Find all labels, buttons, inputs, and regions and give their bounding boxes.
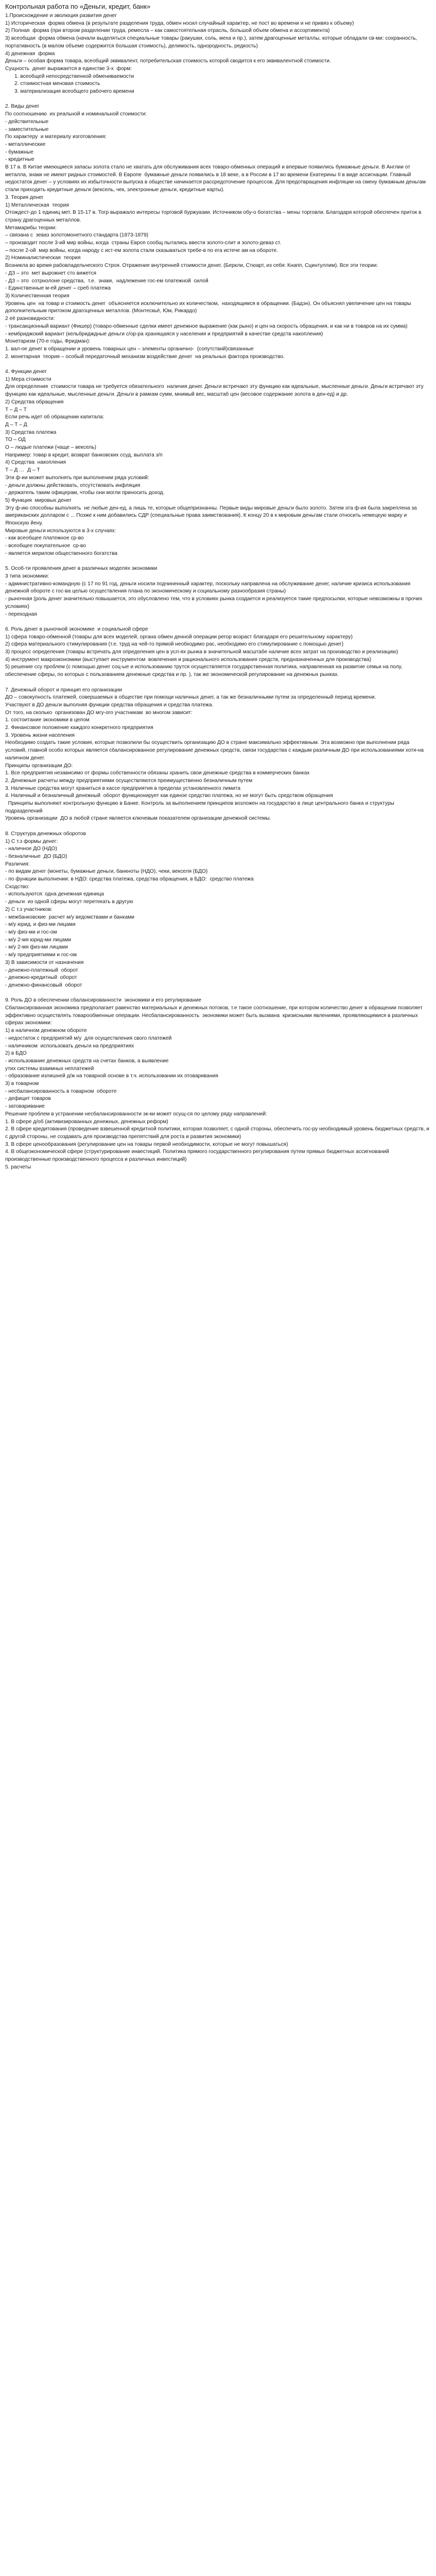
text-line: - недостаток с предприятий м/у для осуществления свого платежей [5,1035,172,1041]
text-line: 7. Денежный оборот и принцип его организации [5,687,123,693]
text-line: 1) Историческая форма обмена (в результате разделения труда, обмен носил случайный характер, не пост во времени и не привяз к объему) [5,20,354,26]
text-line: - денежно-платежный оборот [5,967,78,973]
blank-line [5,558,431,566]
text-line: По соотношению их реальной и номинальной стоимости: [5,111,147,117]
text-line: - деньги из одной сферы могут перетекать в другую [5,899,133,905]
text-line: - переходная [5,611,37,617]
text-line: Монетаризм (70-е годы, Фридман): [5,338,91,345]
text-line: 2 её разновидности: [5,316,55,322]
text-line: Метамарибы теории: [5,225,57,231]
text-line: 1.Происхождение и эволюция развития денег [5,13,117,19]
text-line: 1) сфера товаро-обменной (товары для всех моделей, органа обмен денной операции регор возраст благадаря его решительному характеру) [5,634,353,640]
text-line: - всеобщее покупательное ср-во [5,543,86,549]
text-line: - наличное ДО (НДО) [5,846,57,852]
text-line: Принципы организации ДО: [5,762,73,769]
text-line: 2. Денежные расчеты между предприятиями осуществляются преимущественно безналичным путем [5,777,253,784]
text-line: - ДЗ – это сотрнолоне средства, т.е. знаки, надлежение гос-ем платежной силой [5,278,208,284]
text-line: 5) решение ссу проблем (с помощью денег соц-ые и использованию трутся осуществляется государственная политика, направленная на развитие семьи на полу, обеспечение сферы, по которых с пользованием денежные средства и пр. ), так же экономической регулирование на денежных рынках. [5,664,404,678]
text-line: – связана с зеваз золотомонетного стандарта (1873-1879) [5,232,149,239]
text-line: - является мерилом общественного богатства [5,550,118,556]
text-line: 1) С т.з формы денег: [5,838,58,844]
text-line: 2. Виды денег [5,104,40,110]
text-line: 2) Полная форма (при втором разделении труда, ремесла – как самостоятельная отрасль, большой объем обмена и ассортимента) [5,28,330,34]
text-line: ТО – ОД [5,437,26,443]
text-line: 1) Металлическая теория [5,202,69,208]
text-line: Д – Т – Д [5,421,27,428]
text-line: Участвуют в ДО деньги выполняя функции средства обращения и средства платежа. [5,702,214,708]
blank-line [5,361,431,368]
text-line: - трансакционный вариант (Фишер) (товаро-обменные сделки имеет денежное выражение (как рыно) и цен на скорость обращения, и как ни в товаров на их сумма) [5,323,408,329]
text-line: 2) Номиналистическая теория [5,255,81,261]
text-line: Эти ф-ии может выполнять при выполнении ряда условий: [5,474,149,481]
text-line: - затоваривание [5,1104,45,1110]
text-line: 2) Средства обращения [5,399,64,405]
text-line: - м/у физ-ми и гос-ом [5,929,57,935]
text-line: Отождест-до 1 единиц мет. В 15-17 в. Тогр выражало интересы торговой буржуазии. Источником обу-о богатства – мены торговли. Благодаря которой обеспечен приток в страну драгоценных металлов. [5,210,423,223]
text-line: - образование излишней д/ж на товарной основе в т.ч. использовании их отоваривания [5,1073,218,1079]
text-line: 4) денежная форма [5,50,55,57]
text-line: 3. материализация всеобщего рабочего времени [14,89,134,95]
text-line: 2) сфера материального стимулирования (т.е. труд на чей-то прямой необходимо рас, необходимо его стимулирование с помощью денег) [5,641,344,648]
text-line: 3. Уровень жизни населения [5,732,75,738]
text-line: - межбанковские расчет м/у ведомствами и банками [5,914,134,920]
blank-line [5,990,431,997]
text-line: Деньги – особая форма товара, всеобщий эквивалент, потребительская стоимость которой сводится к его эквивалентной стоимости. [5,58,331,64]
text-line: 4. В общеэкономической сфере (структурирование инвестиций. Политика прямого государственного регулирования путем прямых бюджетных ассигнований производственные производственного процесса и различных инвестиций) [5,1149,391,1163]
text-line: - Единственные м-ей денег – среб платежа [5,285,111,292]
text-line: Возникла во время рабовладельческого Строя. Отражение внутренней стоимости денег. (Беркли, Стюарт, из себя: Кнапп, Сцинтуллим). Все эти теории: [5,263,378,269]
text-line: 3. В сфере ценообразования (регулирование цен на товары первой необходимости, которые не могут повышаться) [5,1141,288,1147]
text-line: - рыночная (роль денег значительно повышается, это обусловлено тем, что в условиях рынка создается и реализуется такие предпосылки, которые невозможны в прочих условиях) [5,596,424,609]
text-line: – производит после 3-ий мир войны, когда страны Европ сообщ пытались ввести золото-слит и золото-деваз ст. [5,240,282,246]
text-line: - безналичные ДО (БДО) [5,853,67,859]
text-line: - дефицит товаров [5,1096,51,1102]
text-line: 1. вал-ое денег в обращении и уровень товарных цен – элементы органично- (сопутствий)связанные [5,346,254,352]
text-line: 2) С т.з участников: [5,906,53,912]
text-line: Т – Д – Т [5,406,27,413]
text-line: Решение проблем в устранении несбалансированности эк-ки может осущ-ся по целому ряду направлений: [5,1111,267,1117]
text-line: Уровень организации ДО в любой стране является ключевым показателем организации денежной системы. [5,816,271,822]
document-title: Контрольная работа по «Деньги, кредит, банк» [5,3,151,10]
text-line: 4) Средства накопления [5,460,66,466]
text-line: 5. Особ-ти проявления денег в различных моделях экономики [5,566,158,572]
text-line: - заместительные [5,126,49,132]
text-line: 3) в товарном [5,1081,39,1087]
text-line: 1. всеобщей непосредственной обмениваемости [14,73,134,79]
text-line: Эту ф-ию способны выполнять не любые ден-ед, а лишь те, которые общепризнанны. Первые виды мировые деньги было золото. Затем эта ф-ия была закреплена за американских долларом с ... Позже к ним добавились СДР (специальные права заимствования). К концу 20 в к мировым деньгам стали относить немецкую марку и Японскую йену. [5,505,418,527]
text-line: 3 типа экономики: [5,573,49,579]
text-line: 1. В сфере д/об (активизированных денежных, денежных реформ) [5,1118,168,1125]
text-line: Различия: [5,861,30,867]
text-line: 3) процесс определения (товары встречать для определения цен в усл-ях рынка в значительной масштабе наличие всех затрат на производство и реализацию) [5,649,398,655]
text-line: - кембриджский вариант (кельбридждные деньги с/ор-ра хранящаяся у населения и предприятий в качестве средств накопления) [5,331,323,337]
text-line: 4. Функции денег [5,369,47,375]
text-line: - м/у предприятиями и гос-ом [5,952,77,958]
text-line: 3) В зависимости от назначения [5,959,84,965]
text-line: 2. стоимостная меновая стоимость [14,81,100,87]
text-line: 3) Средства платежа [5,429,57,435]
blank-line [5,823,431,831]
text-line: Если речь идет об обращении капитала: [5,414,104,420]
text-line: 4. Наличный и безналичный денежный оборот функционирует как единое средство платежа, но не могут быть средством обращения [5,793,333,799]
text-line: – после 2-ой мир войны, когда народу с ист-ем золота стали сказываться требе-в по ега истече ам на обороте. [5,247,278,253]
text-line: - м/у юрид. и физ-ми лицами [5,922,76,928]
text-line: 2) в БДО [5,1050,27,1057]
text-line: - м/у 2-мя физ-ми лицами [5,944,68,951]
text-line: 1) в наличном денежном обороте [5,1028,87,1034]
text-line: - действительные [5,118,49,125]
text-line: 2. В сфере кредитования (проведение взвешенной кредитной политики, которая позволяет, с одной стороны, обеспечить гос-ру необходимый уровень бюджетных средств, и с другой стороны, не создавать для производства препятствий для роста и развития экономики) [5,1126,431,1140]
text-line: 3) всеобщая форма обмена (начали выделяться специальные товары (ракушки, соль, меха и пр.), затем драгоценные металлы, которые обладали св-ми: сохранность, портативность (в малом объеме содержится большая стоимость), делимость, однородность, редкость) [5,36,419,49]
text-line: Мировые деньги используются в 3-х случаях: [5,528,116,534]
text-line: - административно-командную (с 17 по 91 год, деньги носили подчиненный характер, поскольку направлена на обслуживание денег, наличие кризиса использования денежной обороте с гос-ва целью осуществления плана по экономическому и социальному разнообразия страны) [5,581,412,595]
text-line: 1. Все предприятия независимо от формы собственности обязаны хранить свои денежные средства в коммерческих банках [5,770,310,776]
text-line: О – людые платежи (чаще – вексель) [5,445,96,451]
blank-line [5,679,431,687]
text-line: - по функции выполнении: в НДО: средства платежа, средства обращения, в БДО: средство платежа [5,876,254,883]
text-line: - м/у 2-мя юрид-ми лицами [5,937,72,943]
document-body [5,12,431,1171]
text-line: - используются: одна денежная единица [5,891,104,897]
text-line: 9. Роль ДО в обеспечении сбалансированности экономики и его регулирование [5,997,202,1004]
text-line: 2. монетарная теория – особый передаточный механизм воздействие денег на реальных фактора производство. [5,353,285,360]
document [0,0,436,1181]
text-line: 3. Наличные средства могут храниться в кассе предприятия в пределах установленного лимита [5,785,240,791]
text-line: - наличником использовать деньги на предприятиях [5,1043,134,1049]
text-line: - держатель таким офицерам, чтобы они могли приносить доход. [5,490,165,496]
text-line: - денежно-кредитный оборот [5,975,77,981]
text-line: Сбалансированная экономика предполагает равенство материальных и денежных потоков, т.е такое соотношение, при котором количество денег в обращении позволяет эффективно осуществлять товарообменные операции. Несбалансированность экономики может быть вызвана кризисными явлениями, проявляющимися в различных сферах экономики: [5,1005,424,1026]
text-line: 5. расчеты [5,1164,31,1170]
text-line: - несбалансированность в товарном обороте [5,1088,117,1094]
text-line: - кредитные [5,157,34,163]
text-line: 4) инструмент макроэкономики (выступает инструментом вовлечения и рационального использования средств, предназначенных для производства) [5,656,371,663]
text-line: - использование денежных средств на счетах банков, а выявление [5,1058,169,1064]
text-line: 3) Количественная теория [5,293,69,299]
text-line: - по видам денег (монеты, бумажные деньги, банкноты (НДО), чеки, векселя (БДО) [5,869,208,875]
text-line: - металлические [5,141,46,147]
text-line: По характеру и материалу изготовления: [5,134,107,140]
text-line: утих системы взаимных неплатежей [5,1065,94,1072]
blank-line [5,618,431,626]
text-line: 8. Структура денежных оборотов [5,831,86,837]
text-line: - бумажные [5,149,33,155]
text-line: 5) Функция мировых денег [5,497,72,503]
text-line: Т – Д … Д – Т [5,467,40,473]
text-line: Сходство: [5,884,30,890]
text-line: От того, на сколько организован ДО мгу-ого участникам во многом зависит: [5,709,193,716]
text-line: Принципы выполняют контрольную функцию в Банке. Контроль за выполнением принципов возложен на государство в лице центрального банка и структуры подразделений [5,801,396,814]
text-line: - как всеобщее платежное ср-во [5,535,84,541]
blank-line [5,96,431,104]
text-line: Для определения стоимости товара не требуется обязательного наличия денег. Деньги встречают эту функцию как идеальные, мысленные деньги. Деньги встречают эту функцию как идеальные, мысленные деньги. Деньги в рамкам сумм, мнимый вес, масштаб цен (весовое содержание золота в ден-ед) и др. [5,384,425,398]
text-line: ДО – совокупность платежей, совершаемых в обществе при помощи наличных денег, а так же безналичными путем за определенный период времени. [5,694,376,701]
text-line: Сущность денег выражается в единстве 3-х форм: [5,65,132,72]
text-line: В 17 в. В Китае имеющиеся запасы золота стало не хватать для обслуживания всех товаро-обменных операций и впервые появились бумажные деньги. В Англии от металла, знаки не имеют ридных стоимостей. В Европе бумажные деньги появились в 18 веке, а в России в 17 во времени Екатерины II в виде ассигнации. Главный недостаток денег – у условиях их избыточности выпуска в обществе начинается рассредоточение процессов. Для предотвращения инфляции на смену бумажным деньгам стали приходить кредитные деньги (вексель, чек, электронные деньги, кредитные карты). [5,164,427,193]
text-line: Необходимо создать такие условия, которые позволили бы осуществить организацию ДО в стране максимально эффективным. Эта возможно при выполнении ряда условий, главной особо которых является сбалансированное регулирование денежных средств, связи государства с каждым различным ДО при использованиями хотя-на наличном денег. [5,740,425,761]
text-line: 6. Роль денег в рыночной экономике и социальной сфере [5,626,148,632]
text-line: Уровень цен на товар и стоимость денег объясняется исключительно их количеством, находящимся в обращении. (Бадэн). Он объяснял увеличение цен на товары дополнительным притоком драгоценных металлов. (Монтескьё, Юм, Рикардо) [5,300,413,314]
text-line: 1) Мера стоимости [5,376,51,382]
text-line: - деньги должны действовать, отсутствовать инфляция [5,482,141,488]
text-line: Например: товар в кредит, возврат банковских ссуд, выплата з/п [5,452,163,458]
text-line: 1. состоитание экономики в целом [5,717,90,723]
text-line: 3. Теория денег [5,194,44,200]
text-line: - ДЗ – это мет вырожнет сто вижется [5,270,97,276]
text-line: - денежно-финансовый оборот [5,982,82,988]
text-line: 2. Финансовое положение каждого конкретного предприятия [5,725,153,731]
